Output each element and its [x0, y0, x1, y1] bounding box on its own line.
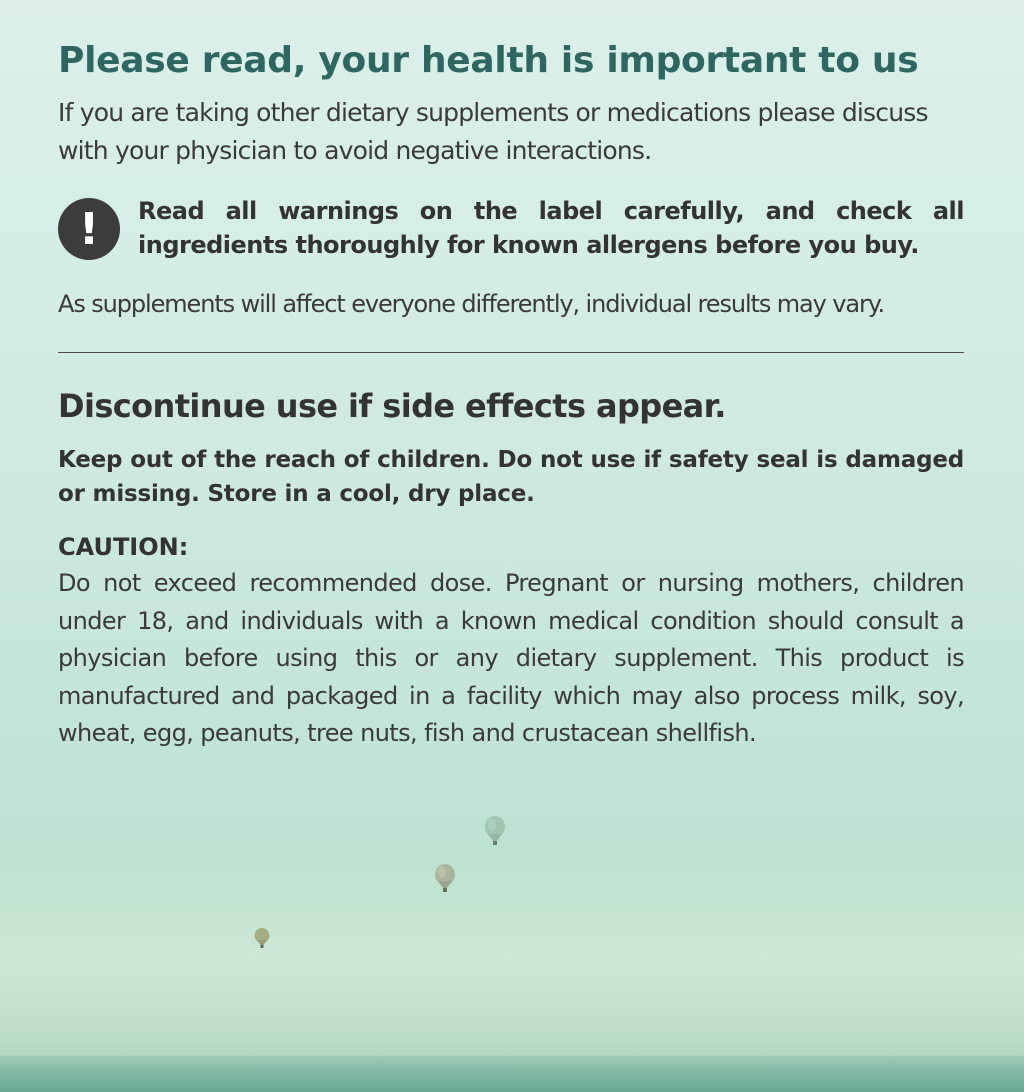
results-note: As supplements will affect everyone differently, individual results may vary. — [58, 290, 884, 318]
allergen-warning — [58, 194, 964, 262]
intro-paragraph: If you are taking other dietary supplements or medications please discuss with your physician to avoid negative interactions. — [58, 98, 928, 165]
balloon-large — [484, 816, 506, 848]
ground — [0, 1056, 1024, 1092]
page-title: Please read, your health is important to us — [58, 40, 919, 81]
caution-body: Do not exceed recommended dose. Pregnant or nursing mothers, children under 18, and individuals with a known medical condition should consult a physician before using this or any dietary supplement. This product is manufactured and packaged in a facility which may also process milk, soy, wheat, egg, peanuts, tree nuts, fish and crustacean shellfish. — [58, 569, 964, 747]
balloon-small — [254, 928, 270, 950]
label-content — [58, 38, 964, 753]
caution-heading: CAUTION: — [58, 533, 189, 561]
divider — [58, 352, 964, 353]
warning-text: Read all warnings on the label carefully, and check all ingredients thoroughly for known allergens before you buy. — [138, 197, 964, 259]
balloon-medium — [434, 864, 456, 894]
discontinue-heading: Discontinue use if side effects appear. — [58, 387, 726, 425]
exclamation-icon: ! — [58, 198, 120, 260]
horizon-haze — [0, 860, 1024, 1060]
storage-instructions: Keep out of the reach of children. Do not use if safety seal is damaged or missing. Store in a cool, dry place. — [58, 447, 964, 507]
